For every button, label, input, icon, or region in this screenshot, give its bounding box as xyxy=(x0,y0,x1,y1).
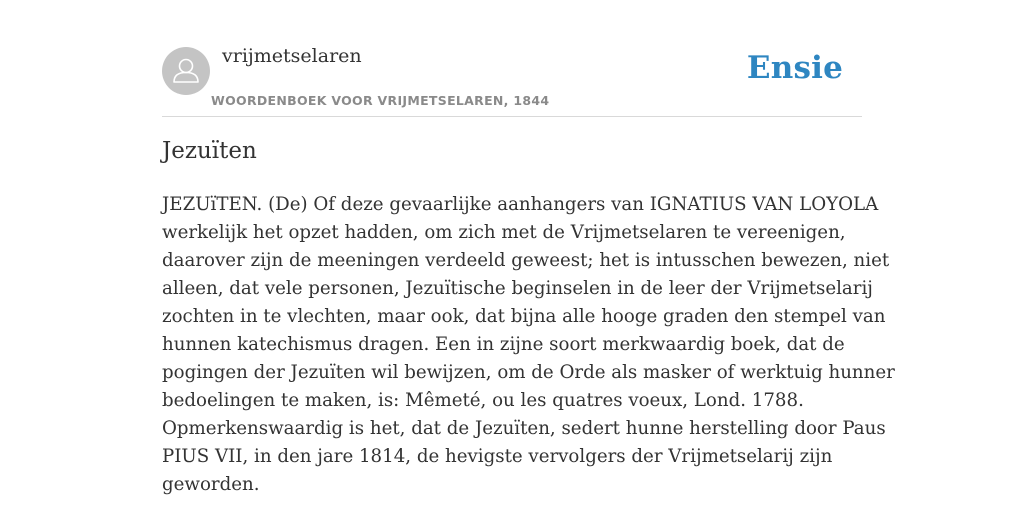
body-line: Opmerkenswaardig is het, dat de Jezuïten, sedert hunne herstelling door Paus xyxy=(162,418,886,439)
body-line: hunnen katechismus dragen. Een in zijne soort merkwaardig boek, dat de xyxy=(162,334,845,355)
avatar[interactable] xyxy=(162,47,210,95)
body-line: bedoelingen te maken, is: Mêmeté, ou les quatres voeux, Lond. 1788. xyxy=(162,390,804,411)
body-line: geworden. xyxy=(162,474,260,495)
body-line: alleen, dat vele personen, Jezuïtische beginselen in de leer der Vrijmetselarij xyxy=(162,278,873,299)
source-label[interactable]: WOORDENBOEK VOOR VRIJMETSELAREN, 1844 xyxy=(211,93,550,108)
body-line: werkelijk het opzet hadden, om zich met de Vrijmetselaren te vereenigen, xyxy=(162,222,846,243)
body-line: JEZUïTEN. (De) Of deze gevaarlijke aanhangers van IGNATIUS VAN LOYOLA xyxy=(162,194,879,215)
body-line: PIUS VII, in den jare 1814, de hevigste vervolgers der Vrijmetselarij zijn xyxy=(162,446,833,467)
brand-logo[interactable]: Ensie xyxy=(746,50,843,86)
user-silhouette-icon xyxy=(162,47,210,95)
body-line: zochten in te vlechten, maar ook, dat bijna alle hooge graden den stempel van xyxy=(162,306,886,327)
author-name[interactable]: vrijmetselaren xyxy=(222,45,362,67)
article-header xyxy=(162,0,862,117)
article-card xyxy=(162,0,895,495)
body-line: pogingen der Jezuïten wil bewijzen, om de Orde als masker of werktuig hunner xyxy=(162,362,895,383)
body-line: daarover zijn de meeningen verdeeld geweest; het is intusschen bewezen, niet xyxy=(162,250,890,271)
article-title: Jezuïten xyxy=(162,138,257,164)
article-body xyxy=(162,191,895,499)
